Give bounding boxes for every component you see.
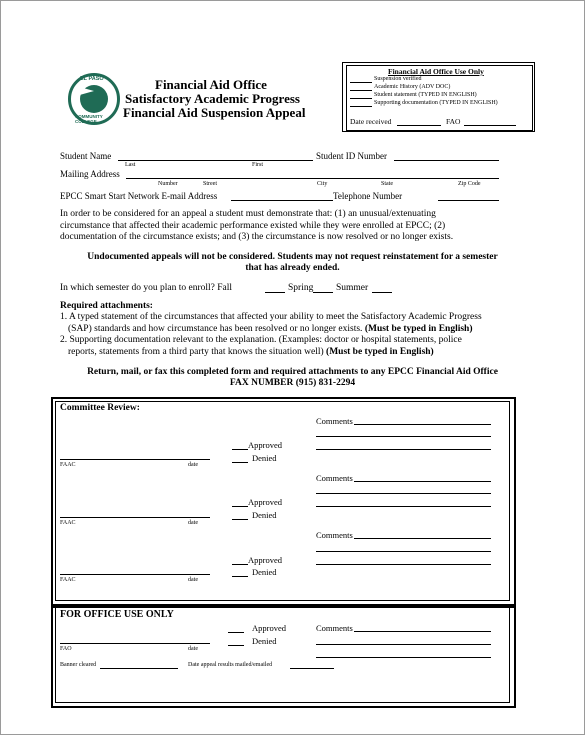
approved-check[interactable] xyxy=(232,506,248,507)
semester-question: In which semester do you plan to enroll? xyxy=(60,283,215,293)
number-label: Number xyxy=(158,181,178,187)
denied-check[interactable] xyxy=(232,519,248,520)
attachment-2b-bold: (Must be typed in English) xyxy=(326,346,434,357)
comments-field[interactable] xyxy=(316,493,491,494)
approved-label: Approved xyxy=(252,623,286,633)
approved-check[interactable] xyxy=(232,449,248,450)
telephone-field[interactable] xyxy=(438,200,499,201)
attachment-2a: 2. Supporting documentation relevant to the explanation. (Examples: doctor or hospital statements, police xyxy=(60,335,462,345)
approved-label: Approved xyxy=(248,440,282,450)
summer-label: Summer xyxy=(336,283,369,293)
intro-line: In order to be considered for an appeal a student must demonstrate that: (1) an unusual/extenuating xyxy=(60,209,436,219)
faac-signature-field[interactable] xyxy=(60,574,210,575)
denied-label: Denied xyxy=(252,453,277,463)
office-item: Academic History (ADV DOC) xyxy=(374,84,451,90)
seal-top-text: EL PASO xyxy=(80,76,104,82)
warning-line1: Undocumented appeals will not be considered. Students may not request reinstatement for a semester xyxy=(87,252,498,262)
telephone-label: Telephone Number xyxy=(333,191,403,201)
date-received-field[interactable] xyxy=(397,125,441,126)
spring-label: Spring xyxy=(288,283,314,293)
seal-bottom-text: COMMUNITY COLLEGE xyxy=(75,114,103,124)
spring-field[interactable] xyxy=(313,292,333,293)
return-line1: Return, mail, or fax this completed form and required attachments to any EPCC Financial Aid Office xyxy=(87,367,498,377)
comments-field[interactable] xyxy=(354,631,491,632)
comments-label: Comments xyxy=(316,623,353,633)
comments-field[interactable] xyxy=(316,564,491,565)
intro-line: documentation of the circumstance exists; and (3) the circumstance is now resolved or no longer exists. xyxy=(60,232,454,242)
office-item: Supporting documentation (TYPED IN ENGLISH) xyxy=(374,100,498,106)
attachments-list xyxy=(60,312,482,358)
student-name-label: Student Name xyxy=(60,151,112,161)
comments-label: Comments xyxy=(316,473,353,483)
comments-field[interactable] xyxy=(316,436,491,437)
denied-check[interactable] xyxy=(232,462,248,463)
date-label: date xyxy=(188,577,198,583)
approved-label: Approved xyxy=(248,555,282,565)
banner-cleared-label: Banner cleared xyxy=(60,662,97,668)
fao-signature-field[interactable] xyxy=(60,643,210,644)
denied-label: Denied xyxy=(252,567,277,577)
comments-field[interactable] xyxy=(316,551,491,552)
banner-cleared-field[interactable] xyxy=(100,668,178,669)
date-received-label: Date received xyxy=(350,117,392,126)
fao-label: FAO xyxy=(60,646,72,652)
header-line2: Satisfactory Academic Progress xyxy=(125,91,300,106)
header-line3: Financial Aid Suspension Appeal xyxy=(123,105,306,120)
faac-label: FAAC xyxy=(60,462,76,468)
comments-label: Comments xyxy=(316,530,353,540)
comments-field[interactable] xyxy=(316,506,491,507)
approved-label: Approved xyxy=(248,497,282,507)
committee-title: Committee Review: xyxy=(60,403,140,413)
office-box-title: Financial Aid Office Use Only xyxy=(388,67,484,76)
attachments-heading: Required attachments: xyxy=(60,301,153,311)
office-item: Suspension verified xyxy=(374,76,422,82)
approved-check[interactable] xyxy=(228,632,244,633)
date-results-label: Date appeal results mailed/emailed xyxy=(188,662,273,668)
attachment-1b-bold: (Must be typed in English) xyxy=(364,323,473,334)
date-label: date xyxy=(188,646,198,652)
state-label: State xyxy=(381,181,393,187)
student-id-label: Student ID Number xyxy=(316,151,387,161)
date-results-field[interactable] xyxy=(290,668,334,669)
comments-field[interactable] xyxy=(354,538,491,539)
college-seal-logo xyxy=(68,73,120,125)
check-line[interactable] xyxy=(350,106,372,107)
denied-check[interactable] xyxy=(228,645,244,646)
office-item: Student statement (TYPED IN ENGLISH) xyxy=(374,92,477,98)
student-name-field[interactable] xyxy=(118,160,313,161)
faac-label: FAAC xyxy=(60,520,76,526)
city-label: City xyxy=(317,181,328,187)
zip-label: Zip Code xyxy=(458,181,481,187)
fao-field[interactable] xyxy=(464,125,516,126)
email-field[interactable] xyxy=(231,200,333,201)
check-line[interactable] xyxy=(350,82,372,83)
comments-field[interactable] xyxy=(316,644,491,645)
committee-box-inner xyxy=(55,401,510,601)
office-use-only-box-inner xyxy=(55,606,510,703)
intro-paragraph xyxy=(60,209,453,244)
warning-line2: that has already ended. xyxy=(245,263,340,273)
check-line[interactable] xyxy=(350,98,372,99)
semester-question-row xyxy=(60,283,232,293)
comments-field[interactable] xyxy=(354,481,491,482)
office-use-title: FOR OFFICE USE ONLY xyxy=(60,609,174,620)
last-label: Last xyxy=(125,162,136,168)
faac-signature-field[interactable] xyxy=(60,459,210,460)
fall-field[interactable] xyxy=(265,292,285,293)
comments-field[interactable] xyxy=(316,657,491,658)
summer-field[interactable] xyxy=(372,292,392,293)
denied-label: Denied xyxy=(252,636,277,646)
header-line1: Financial Aid Office xyxy=(155,77,267,92)
attachment-1a: 1. A typed statement of the circumstances that affected your ability to meet the Satisfactory Academic Progress xyxy=(60,312,482,322)
student-id-field[interactable] xyxy=(394,160,499,161)
email-label: EPCC Smart Start Network E-mail Address xyxy=(60,191,218,201)
approved-check[interactable] xyxy=(232,564,248,565)
faac-signature-field[interactable] xyxy=(60,517,210,518)
faac-label: FAAC xyxy=(60,577,76,583)
fao-label: FAO xyxy=(446,117,461,126)
intro-line: circumstance that affected their academic performance existed while they were enrolled at EPCC; (2) xyxy=(60,220,446,231)
comments-label: Comments xyxy=(316,416,353,426)
check-line[interactable] xyxy=(350,90,372,91)
arrow-icon xyxy=(76,86,94,96)
denied-label: Denied xyxy=(252,510,277,520)
date-label: date xyxy=(188,520,198,526)
attachment-1b: (SAP) standards and how circumstance has been resolved or no longer exists. xyxy=(68,323,363,334)
mailing-address-label: Mailing Address xyxy=(60,169,120,179)
mailing-address-field[interactable] xyxy=(126,178,499,179)
fall-label: Fall xyxy=(217,283,233,293)
street-label: Street xyxy=(203,181,217,187)
attachment-2b: reports, statements from a third party that knows the situation well) xyxy=(68,346,324,357)
denied-check[interactable] xyxy=(232,576,248,577)
comments-field[interactable] xyxy=(316,449,491,450)
comments-field[interactable] xyxy=(354,424,491,425)
date-label: date xyxy=(188,462,198,468)
first-label: First xyxy=(252,162,264,168)
fax-number: FAX NUMBER (915) 831-2294 xyxy=(229,378,356,388)
